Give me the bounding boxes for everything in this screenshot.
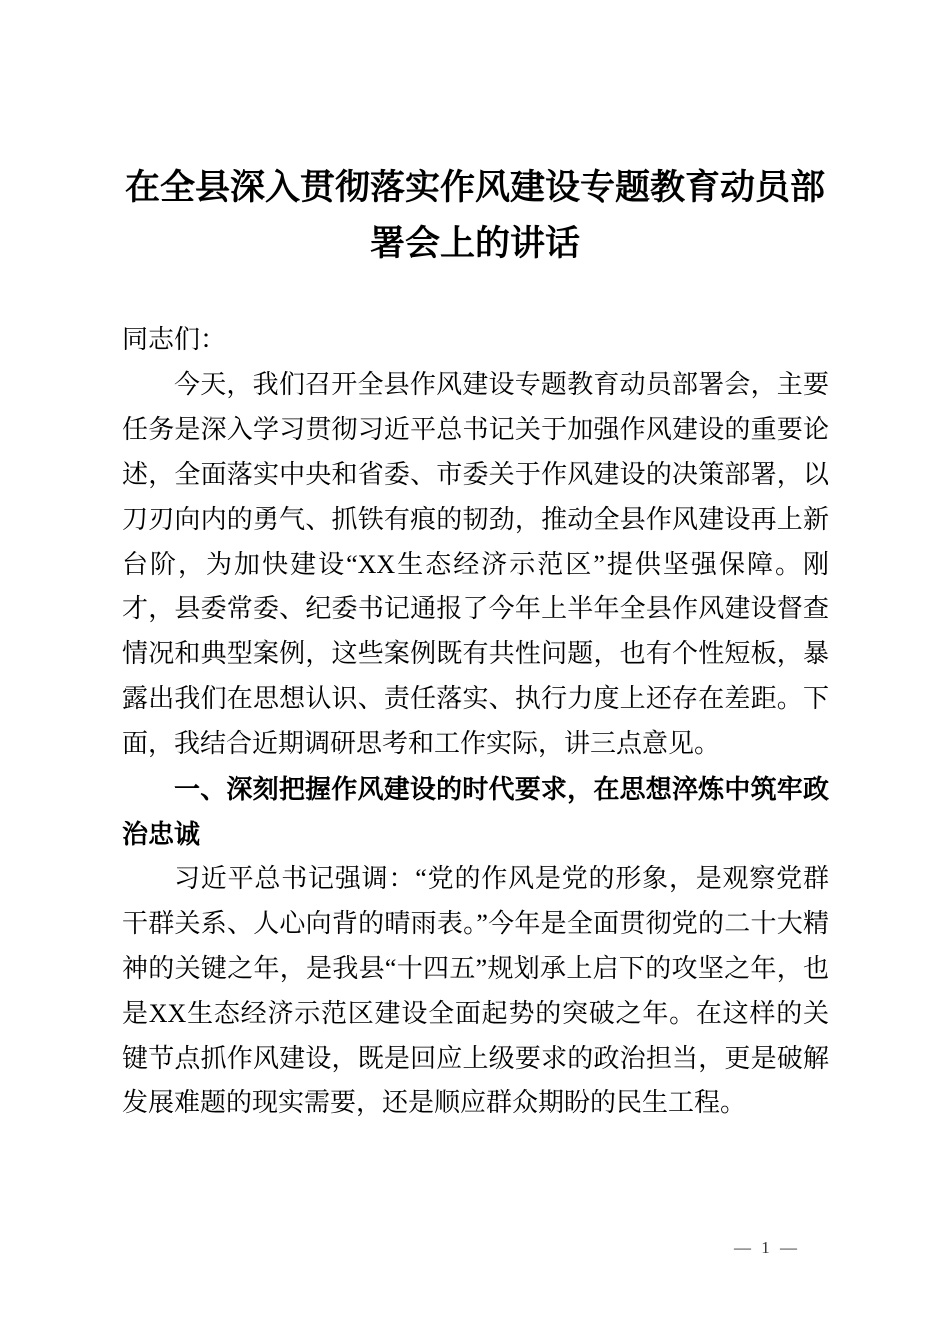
document-body [122,318,829,1126]
salutation-paragraph: 同志们： [122,325,227,354]
page-number: — 1 — [734,1238,800,1257]
document-title: 在全县深入贯彻落实作风建设专题教育动员部署会上的讲话 [124,168,825,263]
body-paragraph: 今天，我们召开全县作风建设专题教育动员部署会，主要任务是深入学习贯彻习近平总书记关于加强作风建设的重要论述，全面落实中央和省委、市委关于作风建设的决策部署，以刀刃向内的勇气、抓铁有痕的韧劲，推动全县作风建设再上新台阶，为加快建设“XX生态经济示范区”提供坚强保障。刚才，县委常委、纪委书记通报了今年上半年全县作风建设督查情况和典型案例，这些案例既有共性问题，也有个性短板，暴露出我们在思想认识、责任落实、执行力度上还存在差距。下面，我结合近期调研思考和工作实际，讲三点意见。 [122,369,829,759]
section-heading: 一、深刻把握作风建设的时代要求，在思想淬炼中筑牢政治忠诚 [122,774,829,849]
body-paragraph: 习近平总书记强调：“党的作风是党的形象，是观察党群干群关系、人心向背的晴雨表。”今年是全面贯彻党的二十大精神的关键之年，是我县“十四五”规划承上启下的攻坚之年，也是XX生态经济示范区建设全面起势的突破之年。在这样的关键节点抓作风建设，既是回应上级要求的政治担当，更是破解发展难题的现实需要，还是顺应群众期盼的民生工程。 [122,863,829,1118]
